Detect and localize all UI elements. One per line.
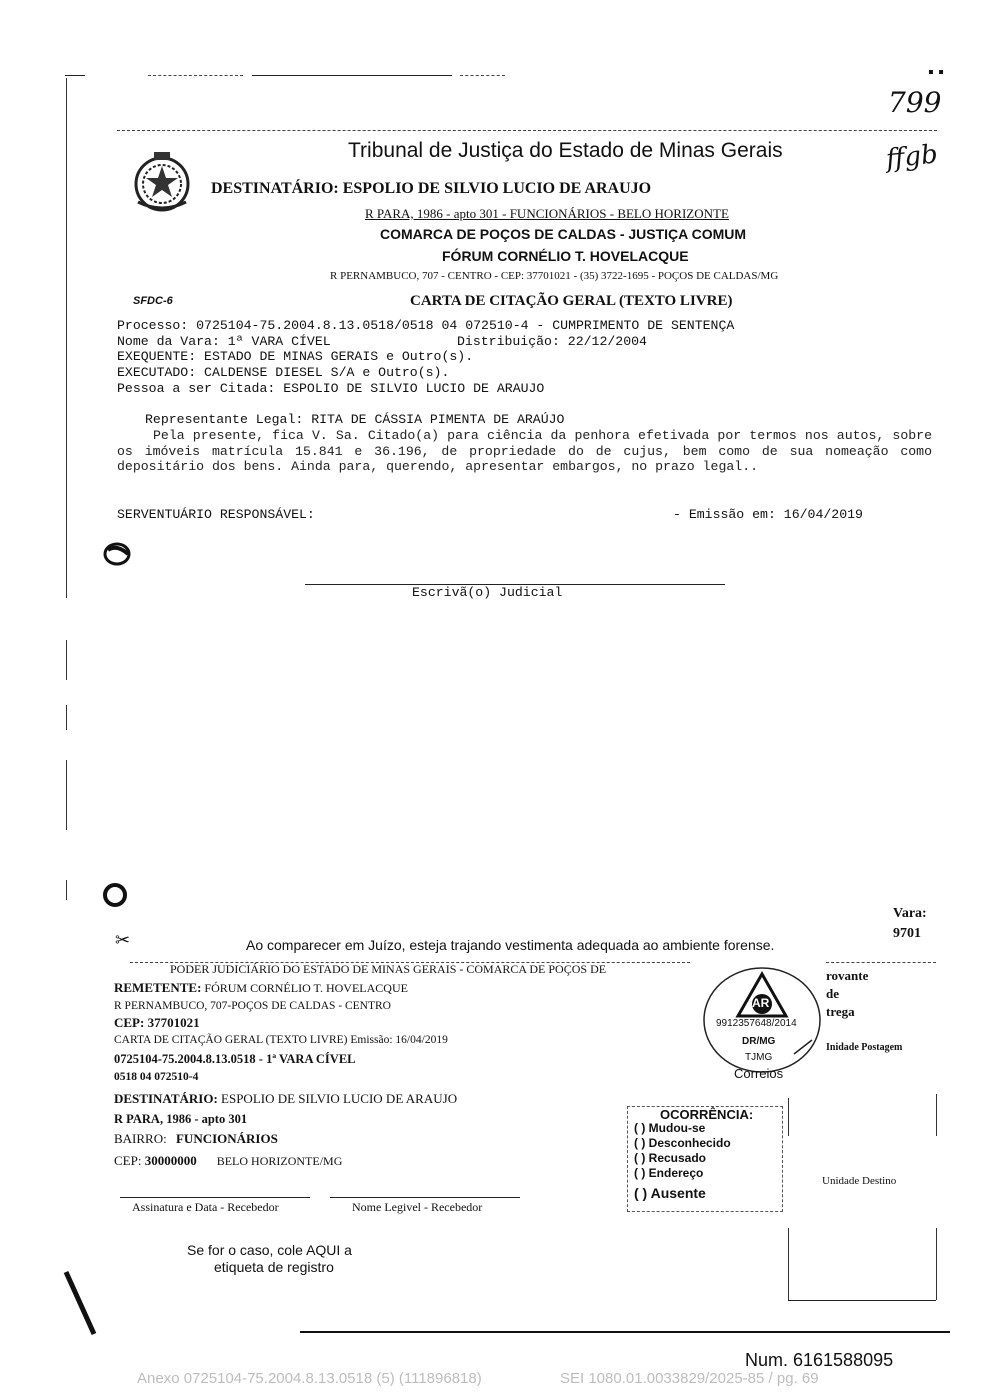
- remetente-address: R PERNAMBUCO, 707-POÇOS DE CALDAS - CENTRO: [114, 1000, 391, 1012]
- ar-label: AR: [752, 996, 770, 1010]
- form-code: SFDC-6: [133, 295, 173, 307]
- vara-number: 9701: [893, 926, 921, 941]
- sticker-box-line: [936, 1228, 937, 1300]
- stamp-code: 9912357648/2014: [716, 1018, 797, 1029]
- bottom-rule: [300, 1331, 950, 1333]
- ocorrencia-endereco-checkbox[interactable]: ( ) Endereço: [634, 1166, 704, 1180]
- poder-judiciario-line: PODER JUDICIÁRIO DO ESTADO DE MINAS GERAIS - COMARCA DE POÇOS DE: [170, 962, 607, 976]
- signature-date-label: Assinatura e Data - Recebedor: [132, 1200, 279, 1214]
- slip-processo-line2: 0518 04 072510-4: [114, 1071, 199, 1083]
- stamp-dr: DR/MG: [742, 1036, 776, 1047]
- courtroom-notice: Ao comparecer em Juízo, esteja trajando vestimenta adequada ao ambiente forense.: [246, 937, 775, 953]
- forum-address: R PERNAMBUCO, 707 - CENTRO - CEP: 37701021 - (35) 3722-1695 - POÇOS DE CALDAS/MG: [330, 270, 779, 282]
- citation-body: Pela presente, fica V. Sa. Citado(a) para ciência da penhora efetivada por termos nos autos, sobre os imóveis matrícula 15.841 e 36.196, de propriedade do de cujus, bem como de sua nomeação como depositário dos bens. Ainda para, querendo, apresentar embargos, no prazo legal..: [117, 428, 932, 474]
- unidade-postagem-label: Inidade Postagem: [826, 1042, 903, 1053]
- stamp-tjmg: TJMG: [745, 1052, 773, 1063]
- sticker-box-line: [788, 1228, 789, 1300]
- destinatario-label: DESTINATÁRIO:: [114, 1091, 218, 1106]
- signature-name-line: [330, 1197, 520, 1198]
- box-line: [936, 1094, 937, 1136]
- addressee-line: DESTINATÁRIO: ESPOLIO DE SILVIO LUCIO DE ARAUJO: [211, 180, 652, 197]
- scan-line: [66, 640, 67, 680]
- cep-label: CEP:: [114, 1015, 145, 1030]
- exequente-line: EXEQUENTE: ESTADO DE MINAS GERAIS e Outro(s).: [117, 349, 474, 364]
- dest-cep-value: 30000000: [144, 1153, 197, 1168]
- remetente-line: [114, 980, 408, 996]
- distribuicao-line: Distribuição: 22/12/2004: [457, 334, 647, 349]
- dest-cep-line: [114, 1153, 342, 1169]
- scan-line: [66, 880, 67, 900]
- forum-line: FÓRUM CORNÉLIO T. HOVELACQUE: [442, 248, 689, 264]
- vara-line: Nome da Vara: 1ª VARA CÍVEL: [117, 334, 331, 349]
- processo-line: Processo: 0725104-75.2004.8.13.0518/0518 04 072510-4 - CUMPRIMENTO DE SENTENÇA: [117, 318, 735, 333]
- escriva-label: Escrivã(o) Judicial: [412, 585, 563, 600]
- anexo-watermark: Anexo 0725104-75.2004.8.13.0518 (5) (111896818): [137, 1370, 482, 1387]
- bairro-line: [114, 1131, 278, 1147]
- scan-mark: ▪ ▪: [928, 64, 944, 81]
- scan-line: [66, 760, 67, 830]
- scan-line: [252, 75, 452, 76]
- scan-edge-mark: [60, 1270, 100, 1340]
- signature-date-line: [120, 1197, 310, 1198]
- scan-line: [148, 75, 243, 76]
- cep-line: [114, 1015, 200, 1031]
- punch-hole-icon: [102, 540, 132, 568]
- entrega-label: trega: [826, 1004, 855, 1019]
- executado-line: EXECUTADO: CALDENSE DIESEL S/A e Outro(s).: [117, 365, 450, 380]
- cep-value: 37701021: [147, 1015, 200, 1030]
- scan-line: [66, 705, 67, 730]
- cut-line: [826, 962, 936, 963]
- document-number: Num. 6161588095: [745, 1350, 894, 1370]
- emissao-line: - Emissão em: 16/04/2019: [673, 507, 863, 522]
- ocorrencia-desconhecido-checkbox[interactable]: ( ) Desconhecido: [634, 1136, 731, 1150]
- bairro-label: BAIRRO:: [114, 1131, 167, 1146]
- handwritten-page-number: 799: [888, 86, 942, 119]
- slip-processo-line: 0725104-75.2004.8.13.0518 - 1ª VARA CÍVEL: [114, 1052, 356, 1066]
- box-line: [788, 1098, 789, 1136]
- scan-line: [65, 75, 85, 76]
- remetente-label: REMETENTE:: [114, 980, 202, 995]
- bairro-value: FUNCIONÁRIOS: [175, 1131, 278, 1146]
- scan-line: [460, 75, 505, 76]
- punch-hole-icon: [102, 882, 128, 908]
- registro-instruction-line1: Se for o caso, cole AQUI a: [187, 1242, 352, 1258]
- stamp-correios: Correios: [734, 1066, 784, 1081]
- vara-label: Vara:: [893, 906, 927, 921]
- comprovante-label: rovante: [826, 968, 869, 983]
- document-title: CARTA DE CITAÇÃO GERAL (TEXTO LIVRE): [410, 293, 733, 309]
- signature-name-label: Nome Legivel - Recebedor: [352, 1200, 483, 1214]
- remetente-value: FÓRUM CORNÉLIO T. HOVELACQUE: [204, 981, 408, 995]
- ocorrencia-recusado-checkbox[interactable]: ( ) Recusado: [634, 1151, 707, 1165]
- header-dashed-line: [117, 130, 937, 131]
- addressee-address: R PARA, 1986 - apto 301 - FUNCIONÁRIOS - BELO HORIZONTE: [365, 206, 729, 221]
- handwritten-initials: ffgb: [884, 139, 940, 175]
- ocorrencia-mudou-checkbox[interactable]: ( ) Mudou-se: [634, 1121, 706, 1135]
- ocorrencia-ausente-checkbox[interactable]: ( ) Ausente: [634, 1185, 706, 1201]
- dest-city: BELO HORIZONTE/MG: [216, 1154, 343, 1168]
- dest-cep-label: CEP:: [114, 1153, 142, 1168]
- unidade-destino-label: Unidade Destino: [822, 1175, 897, 1187]
- ocorrencia-title: OCORRÊNCIA:: [660, 1107, 754, 1122]
- destinatario-value: ESPOLIO DE SILVIO LUCIO DE ARAUJO: [221, 1091, 458, 1106]
- sei-watermark: SEI 1080.01.0033829/2025-85 / pg. 69: [560, 1370, 819, 1387]
- pessoa-citada-line: Pessoa a ser Citada: ESPOLIO DE SILVIO LUCIO DE ARAUJO: [117, 381, 545, 396]
- registro-instruction-line2: etiqueta de registro: [214, 1259, 334, 1275]
- sticker-box-line: [788, 1300, 936, 1301]
- comprovante-de-label: de: [826, 986, 839, 1001]
- coat-of-arms-icon: [130, 150, 194, 214]
- destinatario-street: R PARA, 1986 - apto 301: [114, 1112, 248, 1126]
- scissors-icon: ✂: [115, 930, 131, 950]
- comarca-line: COMARCA DE POÇOS DE CALDAS - JUSTIÇA COMUM: [380, 226, 747, 242]
- carta-emissao-line: CARTA DE CITAÇÃO GERAL (TEXTO LIVRE) Emissão: 16/04/2019: [114, 1034, 448, 1046]
- slip-destinatario-line: [114, 1091, 457, 1107]
- serventuario-line: SERVENTUÁRIO RESPONSÁVEL:: [117, 507, 315, 522]
- representante-line: Representante Legal: RITA DE CÁSSIA PIMENTA DE ARAÚJO: [145, 412, 565, 427]
- court-title: Tribunal de Justiça do Estado de Minas Gerais: [348, 139, 783, 162]
- left-margin-line: [66, 78, 67, 598]
